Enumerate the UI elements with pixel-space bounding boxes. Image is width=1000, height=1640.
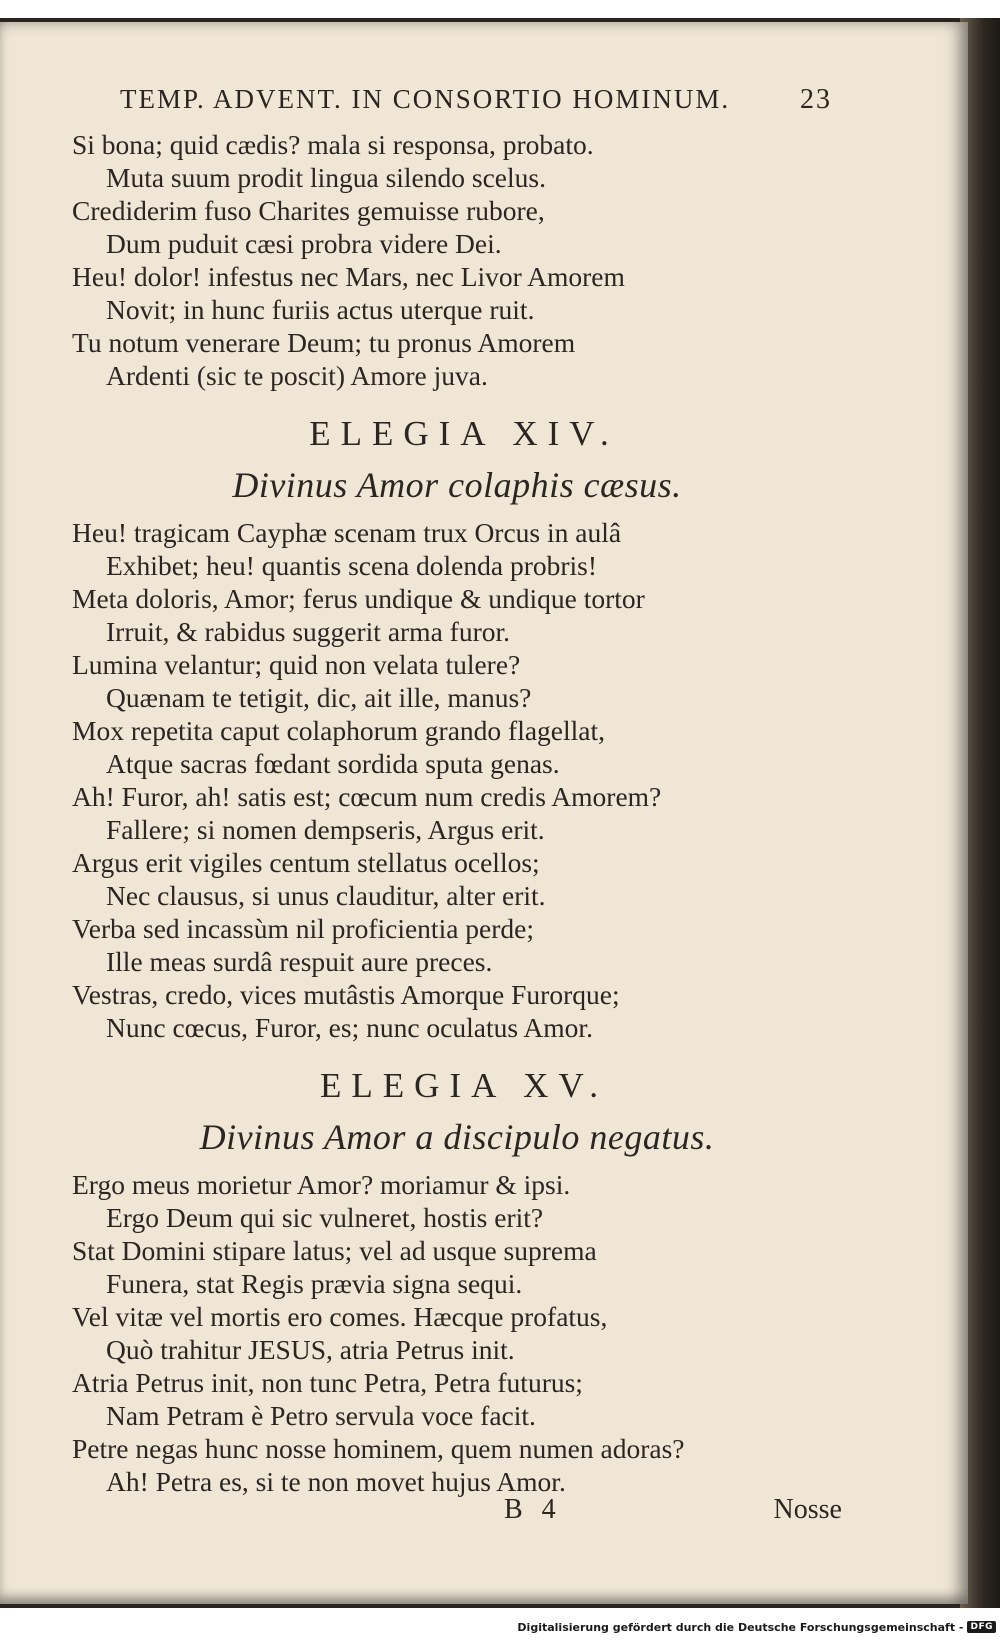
verse-line: Nam Petram è Petro servula voce facit. [106, 1400, 536, 1431]
verse-line: Petre negas hunc nosse hominem, quem numen adoras? [72, 1433, 685, 1464]
running-head [108, 66, 832, 115]
verse-line: Meta doloris, Amor; ferus undique & undique tortor [72, 583, 645, 614]
verse-line: Atria Petrus init, non tunc Petra, Petra futurus; [72, 1367, 583, 1398]
verse-line: Ah! Petra es, si te non movet hujus Amor. [106, 1466, 566, 1497]
verse-line: Fallere; si nomen dempseris, Argus erit. [106, 814, 545, 845]
running-title: TEMP. ADVENT. IN CONSORTIO HOMINUM. [120, 84, 731, 114]
verse-line: Ergo Deum qui sic vulneret, hostis erit? [106, 1202, 544, 1233]
verse-line: Quænam te tetigit, dic, ait ille, manus? [106, 682, 532, 713]
verse-line: Si bona; quid cædis? mala si responsa, probato. [72, 129, 594, 160]
verse-line: Ah! Furor, ah! satis est; cœcum num credis Amorem? [72, 781, 662, 812]
elegia-14-title: ELEGIA XIV. [309, 414, 619, 453]
verse-line: Ardenti (sic te poscit) Amore juva. [106, 360, 488, 391]
verse-line: Lumina velantur; quid non velata tulere? [72, 649, 521, 680]
verse-line: Verba sed incassùm nil proficientia perde; [72, 913, 534, 944]
verse-line: Nec clausus, si unus clauditur, alter erit. [106, 880, 546, 911]
intro-verses [72, 128, 842, 392]
verse-line: Exhibet; heu! quantis scena dolenda probris! [106, 550, 598, 581]
elegia-15-verses [72, 1168, 842, 1498]
elegia-15-title: ELEGIA XV. [320, 1066, 608, 1105]
verse-line: Argus erit vigiles centum stellatus ocellos; [72, 847, 540, 878]
verse-line: Funera, stat Regis prævia signa sequi. [106, 1268, 523, 1299]
dfg-logo: DFG [967, 1621, 996, 1633]
catchword: Nosse [773, 1494, 842, 1525]
verse-line: Mox repetita caput colaphorum grando flagellat, [72, 715, 606, 746]
verse-line: Tu notum venerare Deum; tu pronus Amorem [72, 327, 576, 358]
page-number: 23 [800, 84, 832, 115]
verse-line: Irruit, & rabidus suggerit arma furor. [106, 616, 510, 647]
elegia-15-subtitle: Divinus Amor a discipulo negatus. [199, 1117, 715, 1157]
verse-line: Ergo meus morietur Amor? moriamur & ipsi. [72, 1169, 571, 1200]
verse-line: Vestras, credo, vices mutâstis Amorque Furorque; [72, 979, 620, 1010]
verse-line: Vel vitæ vel mortis ero comes. Hæcque profatus, [72, 1301, 608, 1332]
text-block [72, 128, 842, 1498]
verse-line: Stat Domini stipare latus; vel ad usque suprema [72, 1235, 597, 1266]
page-footer [72, 1494, 842, 1534]
verse-line: Heu! tragicam Cayphæ scenam trux Orcus in aulâ [72, 517, 622, 548]
verse-line: Nunc cœcus, Furor, es; nunc oculatus Amor. [106, 1012, 593, 1043]
digitization-credit [517, 1618, 996, 1636]
credit-text: Digitalisierung gefördert durch die Deutsche Forschungsgemeinschaft - [517, 1620, 964, 1634]
verse-line: Heu! dolor! infestus nec Mars, nec Livor Amorem [72, 261, 625, 292]
verse-line: Novit; in hunc furiis actus uterque ruit. [106, 294, 535, 325]
elegia-14-verses [72, 516, 842, 1044]
verse-line: Atque sacras fœdant sordida sputa genas. [106, 748, 560, 779]
elegia-14-subtitle: Divinus Amor colaphis cæsus. [232, 465, 682, 505]
verse-line: Dum puduit cæsi probra videre Dei. [106, 228, 502, 259]
verse-line: Crediderim fuso Charites gemuisse rubore, [72, 195, 545, 226]
verse-line: Muta suum prodit lingua silendo scelus. [106, 162, 546, 193]
verse-line: Ille meas surdâ respuit aure preces. [106, 946, 493, 977]
signature-mark: B 4 [504, 1494, 562, 1525]
verse-line: Quò trahitur JESUS, atria Petrus init. [106, 1334, 515, 1365]
